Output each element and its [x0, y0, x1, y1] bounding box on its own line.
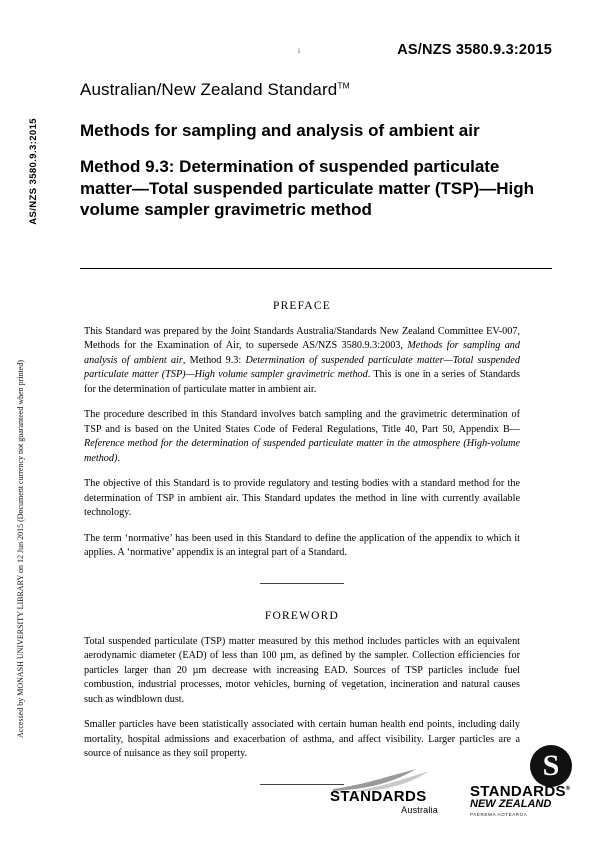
paragraph — [84, 408, 520, 466]
section-separator-1 — [260, 583, 344, 584]
method-title: Method 9.3: Determination of suspended particulate matter—Total suspended particulate matter (TSP)—High volume sampler gravimetric method — [80, 156, 535, 220]
standards-nz-monogram-icon — [530, 745, 572, 787]
text-run: , Method 9.3: — [182, 354, 246, 366]
text-run: This Standard was prepared by the Joint Standards Australia/Standards New Zealand Committee EV-007, Methods for the Examination of Air, to supersede AS/NZS 3580.9.3:2003, — [84, 326, 520, 352]
publisher-text: Australian/New Zealand Standard — [80, 80, 338, 99]
trademark-mark: TM — [337, 80, 350, 91]
text-run: Smaller particles have been statistically associated with certain human health end points, including daily mortality, hospital admissions and exacerbation of asthma, and affect visibility. Larger particles are a source of nuisance as they soil property. — [84, 719, 520, 760]
text-run: . — [117, 452, 120, 464]
side-access-note: Accessed by MONASH UNIVERSITY LIBRARY on 12 Jun 2015 (Document currency not guaranteed when printed) — [16, 360, 25, 738]
italic-run: Determination of suspended particulate matter—Total suspended particulate matter (TSP)—High volume sampler gravimetric method — [84, 354, 520, 381]
page-title: Methods for sampling and analysis of ambient air — [80, 121, 480, 140]
paragraph — [84, 325, 520, 397]
text-run: The term ‘normative’ has been used in this Standard to define the application of the appendix to which it applies. A ‘normative’ appendix is an integral part of a Standard. — [84, 532, 520, 559]
text-run: Total suspended particulate (TSP) matter measured by this method includes particles with an equivalent aerodynamic diameter (EAD) of less than 100 µm, as defined by the sampler. Collection efficiencies for particles larger than 20 µm decrease with increasing EAD. Sources of TSP particles include fuel combustion, industrial processes, motor vehicles, burning of vegetation, incineration and natural causes such as windblown dust. — [84, 635, 520, 705]
paragraph — [84, 635, 520, 707]
preface-heading: PREFACE — [272, 300, 332, 312]
preface-paragraphs — [84, 325, 520, 561]
foreword-paragraphs — [84, 635, 520, 762]
side-standard-number: AS/NZS 3580.9.3:2015 — [28, 118, 39, 225]
standards-nz-subtitle: NEW ZEALAND — [470, 798, 552, 811]
italic-run: Reference method for the determination of suspended particulate matter in the atmosphere (High-volume method) — [84, 438, 520, 464]
text-run: . This is one in a series of Standards for the determination of particulate matter in ambient air. — [84, 369, 520, 395]
foreword-heading: FOREWORD — [264, 609, 340, 622]
italic-run: Methods for sampling and analysis of ambient air — [84, 340, 520, 366]
paragraph — [84, 477, 520, 520]
document-body — [84, 300, 520, 811]
standards-nz-name — [470, 784, 600, 799]
text-run: The procedure described in this Standard involves batch sampling and the gravimetric determination of TSP and is based on the United States Code of Federal Regulations, Title 40, Part 50, Appendix B— — [84, 409, 520, 435]
standards-new-zealand-logo — [470, 784, 600, 817]
paragraph — [84, 532, 520, 561]
publisher-line — [80, 80, 552, 100]
registered-mark-icon: ® — [565, 786, 571, 793]
standards-australia-logo — [330, 789, 460, 815]
standards-nz-name-text: STANDARDS — [470, 783, 566, 801]
footer — [0, 751, 600, 831]
foreword-section — [84, 610, 520, 762]
title-block — [80, 80, 552, 221]
text-run: The objective of this Standard is to provide regulatory and testing bodies with a standard method for the determination of TSP in ambient air. This Standard updates the method in line with currently available technology. — [84, 478, 520, 519]
title-divider — [80, 268, 552, 269]
standards-australia-sub: Australia — [401, 805, 438, 815]
header-standard-number: AS/NZS 3580.9.3:2015 — [397, 42, 552, 58]
standards-nz-monogram-letter: S — [542, 749, 560, 782]
standards-australia-name: STANDARDS — [330, 788, 427, 805]
standards-nz-maori-name: PAEREWA AOTEAROA — [470, 812, 528, 817]
page-number: i — [298, 47, 300, 55]
